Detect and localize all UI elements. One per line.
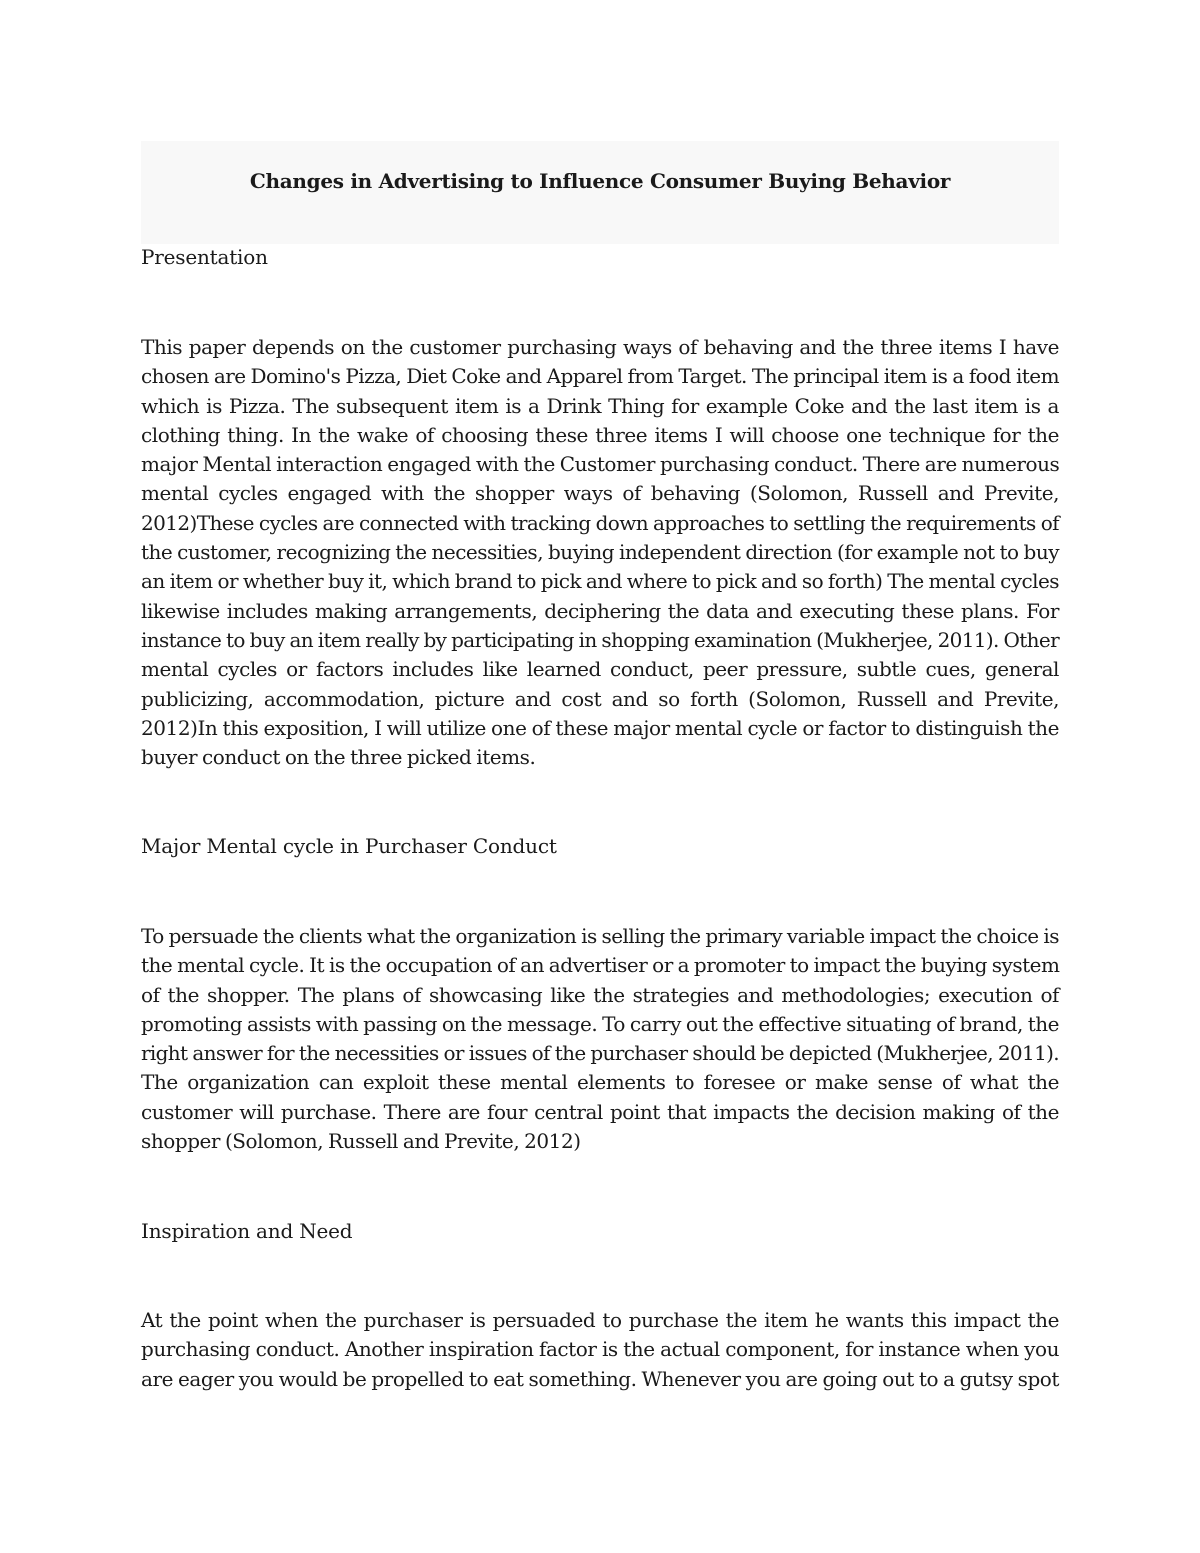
text-line: which is Pizza. The subsequent item is a Drink Thing for example Coke and the last item is a [141,393,1059,418]
text-line: purchasing conduct. Another inspiration factor is the actual component, for instance when you [141,1337,1059,1362]
text-line: buyer conduct on the three picked items. [141,745,536,770]
text-line: To persuade the clients what the organization is selling the primary variable impact the choice is [141,924,1059,948]
text-line: 2012)These cycles are connected with tracking down approaches to settling the requirements of [141,510,1059,535]
text-line: shopper (Solomon, Russell and Previte, 2012) [141,1129,581,1154]
text-line: publicizing, accommodation, picture and cost and so forth (Solomon, Russell and Previte, [141,686,1059,711]
section-heading-major-mental-cycle: Major Mental cycle in Purchaser Conduct [141,834,557,858]
text-line: of the shopper. The plans of showcasing like the strategies and methodologies; execution of [141,982,1059,1007]
paragraph-presentation [141,333,1059,772]
document-title: Changes in Advertising to Influence Consumer Buying Behavior [249,169,951,193]
text-line: The organization can exploit these mental elements to foresee or make sense of what the [141,1070,1059,1095]
text-line: At the point when the purchaser is persuaded to purchase the item he wants this impact the [141,1308,1059,1332]
text-line: 2012)In this exposition, I will utilize one of these major mental cycle or factor to distinguish the [141,715,1059,740]
text-line: the customer, recognizing the necessities, buying independent direction (for example not to buy [141,540,1059,565]
text-line: instance to buy an item really by participating in shopping examination (Mukherjee, 2011). Other [141,627,1059,652]
paragraph-inspiration-and-need [141,1306,1059,1394]
text-line: clothing thing. In the wake of choosing these three items I will choose one technique for the [141,422,1059,447]
text-line: an item or whether buy it, which brand to pick and where to pick and so forth) The mental cycles [141,569,1059,594]
text-line: mental cycles or factors includes like learned conduct, peer pressure, subtle cues, general [141,657,1059,682]
text-line: right answer for the necessities or issues of the purchaser should be depicted (Mukherjee, 2011). [141,1041,1059,1066]
paragraph-major-mental-cycle [141,922,1059,1156]
text-line: are eager you would be propelled to eat something. Whenever you are going out to a gutsy spot [141,1366,1059,1391]
text-line: major Mental interaction engaged with the Customer purchasing conduct. There are numerous [141,452,1060,477]
text-line: This paper depends on the customer purchasing ways of behaving and the three items I have [141,335,1059,359]
text-line: likewise includes making arrangements, deciphering the data and executing these plans. For [141,598,1059,623]
section-heading-inspiration-and-need: Inspiration and Need [141,1219,353,1243]
text-line: promoting assists with passing on the message. To carry out the effective situating of brand, the [141,1011,1059,1036]
section-heading-presentation: Presentation [141,245,268,269]
text-line: chosen are Domino's Pizza, Diet Coke and Apparel from Target. The principal item is a food item [141,364,1059,389]
text-line: customer will purchase. There are four central point that impacts the decision making of the [141,1099,1059,1124]
text-line: mental cycles engaged with the shopper ways of behaving (Solomon, Russell and Previte, [141,481,1059,506]
text-line: the mental cycle. It is the occupation of an advertiser or a promoter to impact the buying system [141,953,1060,978]
